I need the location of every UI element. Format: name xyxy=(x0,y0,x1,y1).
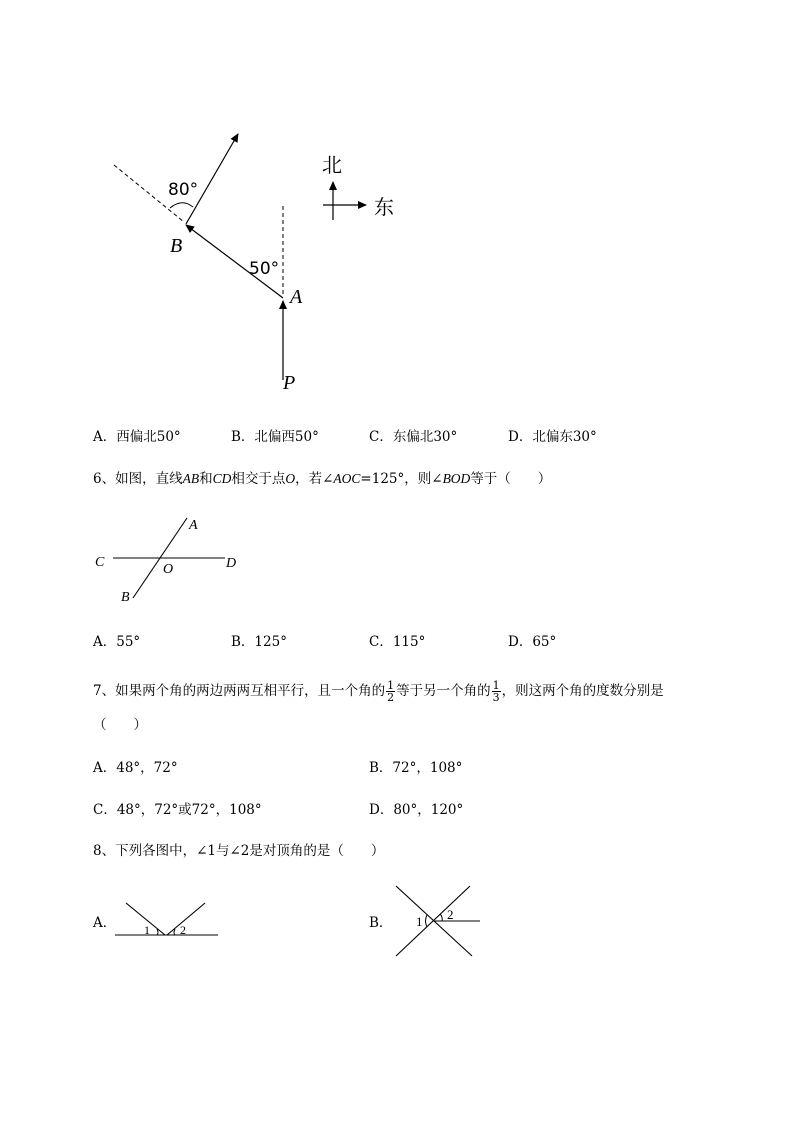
angle-arc-b xyxy=(170,203,193,208)
q7-option-c: C．48°，72°或72°，108° xyxy=(93,802,262,818)
q5-option-b: B．北偏西50° xyxy=(231,429,319,445)
q6-label-b: B xyxy=(121,590,130,605)
q6-label-c: C xyxy=(95,555,105,570)
angle-50-label: 50° xyxy=(249,259,280,279)
fig-a-label-1: 1 xyxy=(144,923,150,937)
fraction-one-third: $\frac{1}{3}$ xyxy=(492,679,500,704)
fig-a-right-ray xyxy=(167,903,205,935)
q6-label-a: A xyxy=(189,518,198,533)
fig-b-label-2: 2 xyxy=(447,907,454,922)
fig-b-label-1: 1 xyxy=(416,914,423,929)
fraction-one-half: $\frac{1}{2}$ xyxy=(387,679,395,704)
q6-intersecting-lines-figure xyxy=(85,510,255,610)
q8-figure-a xyxy=(110,895,225,945)
q6-option-c: C．115° xyxy=(369,634,426,650)
point-a-label: A xyxy=(290,286,303,308)
q6-stem: 6、如图，直线AB和CD相交于点O，若∠AOC=125°，则∠BOD等于（ ） xyxy=(93,471,552,487)
point-p-label: P xyxy=(283,372,296,394)
compass-north-label: 北 xyxy=(322,153,342,177)
q7-option-a: A．48°，72° xyxy=(93,760,178,776)
q6-option-d: D．65° xyxy=(508,634,557,650)
q8-option-a-label: A． xyxy=(93,915,117,931)
q8-stem: 8、下列各图中，∠1与∠2是对顶角的是（ ） xyxy=(93,843,385,859)
q8-option-b-label: B． xyxy=(369,915,393,931)
q6-label-o: O xyxy=(163,562,174,577)
segment-b-out xyxy=(186,134,238,224)
bearing-figure xyxy=(0,0,420,400)
q6-option-a: A．55° xyxy=(93,634,141,650)
q6-label-d: D xyxy=(226,556,237,571)
q8-figure-b xyxy=(390,880,490,962)
q7-stem: 7、如果两个角的两边两两互相平行，且一个角的 $\frac{1}{2}$ 等于另一个角的 $\frac{1}{3}$ ，则这两个角的度数分别是 xyxy=(93,679,664,704)
fig-a-label-2: 2 xyxy=(180,923,186,937)
q5-option-d: D．北偏东30° xyxy=(508,429,597,445)
q5-option-a: A．西偏北50° xyxy=(93,429,181,445)
fig-b-arc-1 xyxy=(426,915,428,927)
fig-a-arc-1 xyxy=(157,929,158,935)
q5-option-c: C．东偏北30° xyxy=(369,429,458,445)
q6-option-b: B．125° xyxy=(231,634,287,650)
point-b-label: B xyxy=(170,235,183,257)
fig-a-arc-2 xyxy=(174,929,175,935)
compass-east-label: 东 xyxy=(374,195,394,219)
q7-option-b: B．72°，108° xyxy=(369,760,463,776)
fig-b-arc-2 xyxy=(440,914,442,921)
q7-answer-paren: （ ） xyxy=(93,717,147,733)
angle-80-label: 80° xyxy=(168,180,199,200)
q7-option-d: D．80°，120° xyxy=(369,802,464,818)
